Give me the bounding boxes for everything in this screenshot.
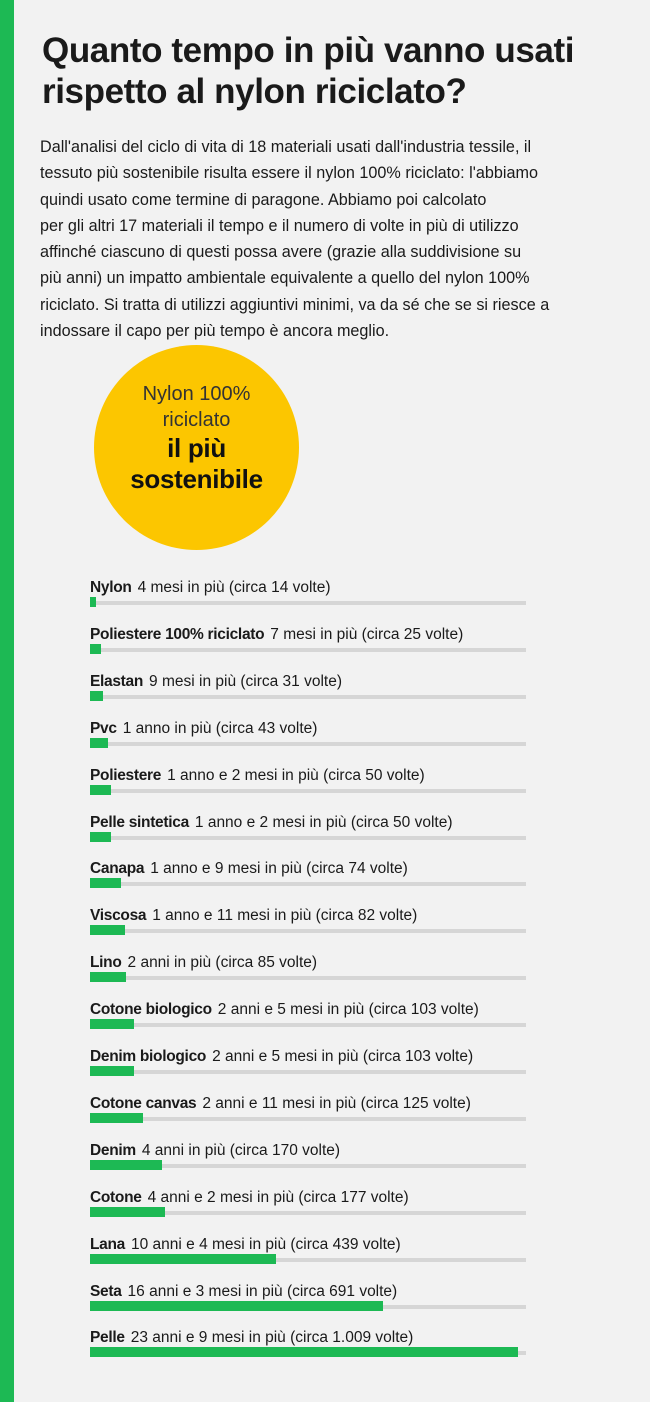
material-name: Seta — [90, 1282, 122, 1300]
material-name: Canapa — [90, 860, 145, 878]
data-label: 2 anni e 11 mesi in più (circa 125 volte) — [202, 1094, 471, 1112]
bar-row — [90, 1094, 530, 1134]
intro-line: tessuto più sostenibile risulta essere il nylon 100% riciclato: l'abbiamo — [40, 164, 538, 183]
bar-track — [90, 882, 526, 886]
bar-row — [90, 1235, 530, 1275]
material-name: Cotone canvas — [90, 1094, 197, 1112]
bar — [90, 597, 96, 607]
bar — [90, 972, 126, 982]
bar-row — [90, 578, 530, 618]
intro-line: Dall'analisi del ciclo di vita di 18 materiali usati dall'industria tessile, il — [40, 138, 532, 156]
title-line-2: rispetto al nylon riciclato? — [42, 72, 467, 111]
bar-track — [90, 976, 526, 980]
bar — [90, 832, 111, 842]
data-label: 1 anno e 9 mesi in più (circa 74 volte) — [150, 860, 408, 878]
data-label: 9 mesi in più (circa 31 volte) — [149, 672, 343, 690]
bar-row — [90, 719, 530, 759]
material-name: Pelle — [90, 1329, 125, 1347]
material-name: Nylon — [90, 579, 132, 596]
material-name: Pelle sintetica — [90, 813, 189, 831]
bar-track — [90, 836, 526, 840]
intro-line: indossare il capo per più tempo è ancora meglio. — [40, 322, 390, 341]
data-label: 4 mesi in più (circa 14 volte) — [137, 579, 331, 596]
bar-track — [90, 1070, 526, 1074]
bar — [90, 644, 101, 654]
bar-row — [90, 625, 530, 665]
bar-label — [90, 719, 317, 739]
bar-row — [90, 1328, 530, 1368]
data-label: 2 anni e 5 mesi in più (circa 103 volte) — [217, 1001, 479, 1019]
bar-track — [90, 648, 526, 652]
data-label: 1 anno in più (circa 43 volte) — [122, 719, 318, 737]
intro-line: affinché ciascuno di questi possa avere (grazie alla suddivisione su — [40, 243, 522, 262]
bar-label — [90, 813, 453, 833]
data-label: 23 anni e 9 mesi in più (circa 1.009 volte) — [130, 1329, 414, 1347]
bar-label — [90, 1141, 340, 1161]
bar-track — [90, 789, 526, 793]
bar-label — [90, 766, 425, 786]
bar — [90, 1160, 162, 1170]
bar-row — [90, 1047, 530, 1087]
material-name: Elastan — [90, 672, 144, 690]
bar-row — [90, 1000, 530, 1040]
material-name: Cotone — [90, 1188, 142, 1206]
intro-line: per gli altri 17 materiali il tempo e il numero di volte in più di utilizzo — [40, 216, 519, 235]
bar — [90, 878, 121, 888]
bar-track — [90, 1117, 526, 1121]
material-name: Poliestere — [90, 766, 162, 784]
material-name: Denim biologico — [90, 1048, 207, 1065]
bar-label — [90, 859, 408, 879]
bar-label — [90, 1328, 413, 1348]
title-line-1: Quanto tempo in più vanno usati — [42, 31, 575, 70]
bar-label — [90, 1282, 397, 1302]
bar — [90, 691, 103, 701]
bar-row — [90, 1188, 530, 1228]
bar — [90, 738, 108, 748]
intro-line: più anni) un impatto ambientale equivalente a quello del nylon 100% — [40, 269, 530, 288]
bar-row — [90, 859, 530, 899]
bar-label — [90, 1235, 401, 1255]
material-name: Lino — [90, 954, 122, 972]
bar-row — [90, 1282, 530, 1322]
bar-row — [90, 672, 530, 712]
data-label: 1 anno e 2 mesi in più (circa 50 volte) — [194, 813, 453, 831]
bar — [90, 1066, 134, 1076]
material-name: Poliestere 100% riciclato — [90, 625, 265, 643]
bar-track — [90, 695, 526, 699]
bar-row — [90, 813, 530, 853]
material-name: Lana — [90, 1235, 125, 1253]
material-name: Cotone biologico — [90, 1001, 212, 1019]
badge-line-1: Nylon 100% — [142, 383, 251, 405]
intro-line: quindi usato come termine di paragone. Abbiamo poi calcolato — [40, 190, 487, 209]
data-label: 1 anno e 11 mesi in più (circa 82 volte) — [152, 907, 418, 925]
badge-line-2: riciclato — [162, 409, 231, 431]
bar-label — [90, 953, 317, 973]
bar — [90, 1113, 143, 1123]
bar-track — [90, 742, 526, 746]
bar — [90, 1019, 134, 1029]
bar-label — [90, 672, 342, 692]
bar-label — [90, 906, 417, 926]
bar-label — [90, 578, 331, 598]
badge-bold-1: il più — [167, 433, 226, 463]
bar-row — [90, 953, 530, 993]
data-label: 16 anni e 3 mesi in più (circa 691 volte) — [127, 1282, 398, 1300]
intro-text — [40, 134, 600, 344]
highlight-badge — [94, 345, 299, 550]
bar-row — [90, 1141, 530, 1181]
data-label: 4 anni in più (circa 170 volte) — [141, 1141, 341, 1159]
bar-label — [90, 625, 463, 645]
bar — [90, 925, 125, 935]
data-label: 1 anno e 2 mesi in più (circa 50 volte) — [167, 766, 425, 784]
bar-row — [90, 766, 530, 806]
bar-label — [90, 1047, 473, 1067]
bar — [90, 785, 111, 795]
bar-row — [90, 906, 530, 946]
bar-label — [90, 1094, 471, 1114]
accent-bar — [0, 0, 14, 1402]
bar — [90, 1301, 383, 1311]
page-title — [42, 30, 632, 112]
bar — [90, 1207, 165, 1217]
material-name: Denim — [90, 1141, 136, 1159]
bar — [90, 1347, 518, 1357]
bar-track — [90, 601, 526, 605]
bar-label — [90, 1000, 479, 1020]
bar — [90, 1254, 276, 1264]
bar-label — [90, 1188, 409, 1208]
material-name: Viscosa — [90, 907, 147, 925]
data-label: 10 anni e 4 mesi in più (circa 439 volte) — [130, 1235, 401, 1253]
material-name: Pvc — [90, 719, 117, 737]
badge-bold-2: sostenibile — [130, 464, 263, 494]
data-label: 2 anni e 5 mesi in più (circa 103 volte) — [212, 1048, 474, 1065]
bar-track — [90, 1023, 526, 1027]
data-label: 7 mesi in più (circa 25 volte) — [270, 625, 464, 643]
data-label: 2 anni in più (circa 85 volte) — [127, 954, 318, 972]
intro-line: riciclato. Si tratta di utilizzi aggiuntivi minimi, va da sé che se si riesce a — [40, 295, 550, 314]
data-label: 4 anni e 2 mesi in più (circa 177 volte) — [147, 1188, 409, 1206]
bar-track — [90, 929, 526, 933]
